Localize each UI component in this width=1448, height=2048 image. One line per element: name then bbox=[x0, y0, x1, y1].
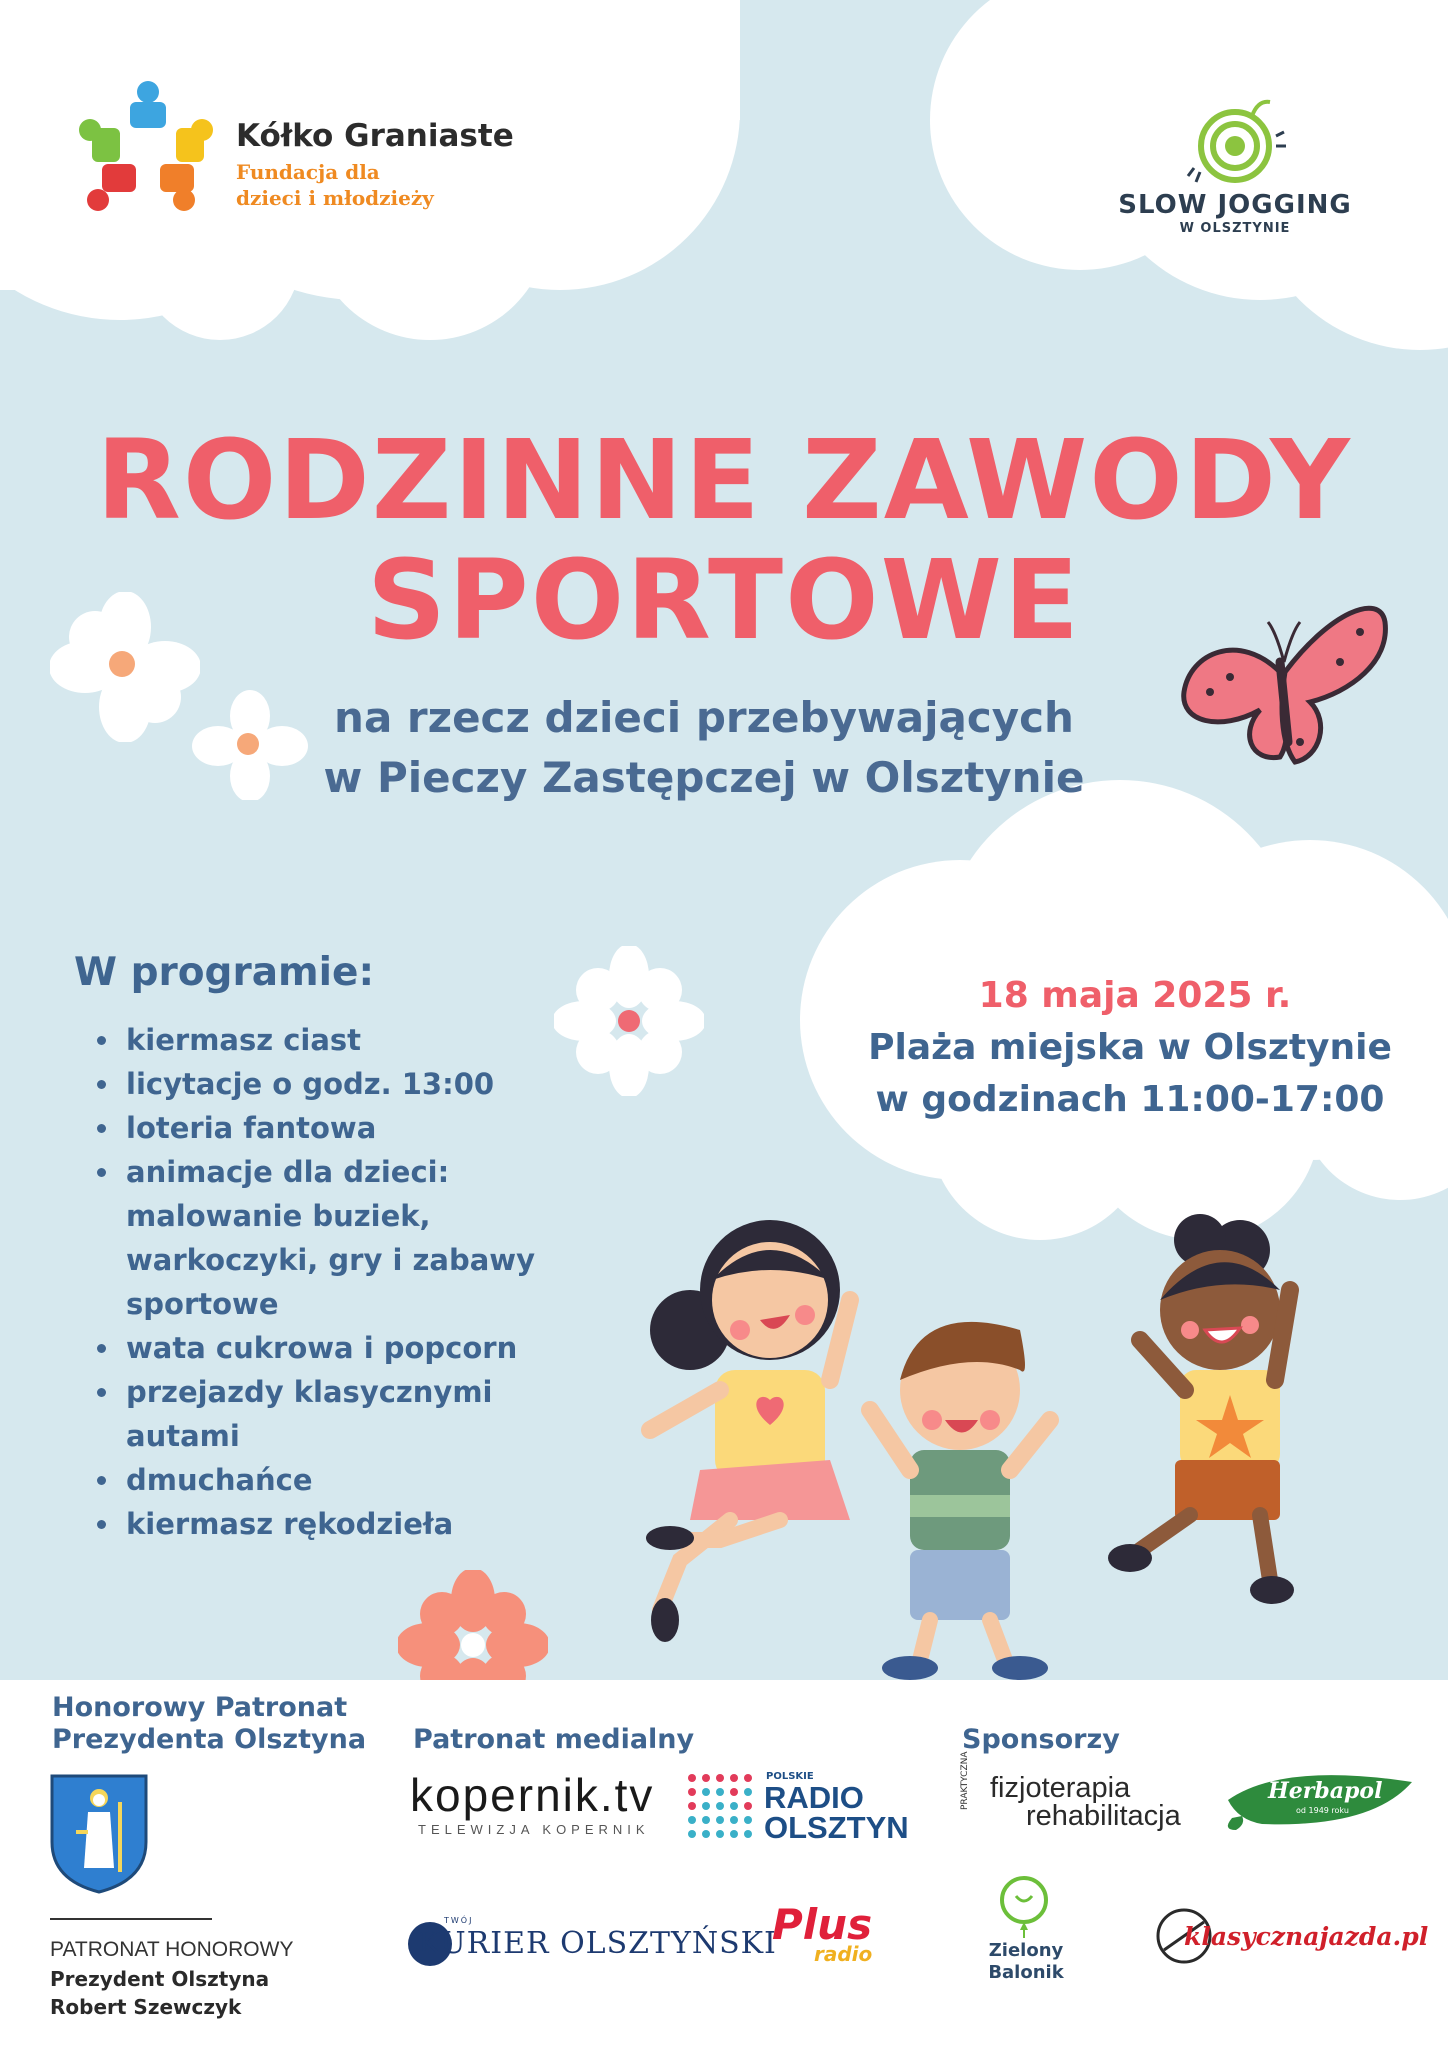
list-item: • licytacje o godz. 13:00 bbox=[122, 1062, 562, 1106]
patronat-title: Prezydent Olsztyna bbox=[50, 1967, 270, 1991]
list-item: • dmuchańce bbox=[122, 1458, 562, 1502]
divider bbox=[50, 1918, 212, 1920]
kolko-graniaste-logo-icon bbox=[78, 78, 218, 213]
radio-olsztyn-line-1: RADIO bbox=[764, 1780, 864, 1815]
slow-jogging-sub: W OLSZTYNIE bbox=[1179, 221, 1291, 236]
page-title-line-2: SPORTOWE bbox=[366, 536, 1082, 664]
list-item: • przejazdy klasycznymi autami bbox=[122, 1370, 562, 1458]
radio-olsztyn-dots-icon bbox=[684, 1770, 754, 1840]
program-list bbox=[82, 1018, 562, 1546]
klasycznajazda-logo: klasycznajazda.pl bbox=[1184, 1922, 1429, 1951]
kurier-olsztynski-logo: KURIER OLSZTYŃSKI bbox=[418, 1926, 777, 1961]
fizjo-line-1: fizjoterapia bbox=[990, 1772, 1131, 1804]
patronat-heading-1: Honorowy Patronat bbox=[52, 1692, 348, 1723]
list-item: • kiermasz ciast bbox=[122, 1018, 562, 1062]
list-item: • kiermasz rękodzieła bbox=[122, 1502, 562, 1546]
page-title-line-1: RODZINNE ZAWODY bbox=[96, 416, 1352, 544]
kolko-graniaste-tagline-1: Fundacja dla bbox=[236, 160, 380, 184]
patronat-label: PATRONAT HONOROWY bbox=[50, 1938, 294, 1961]
list-item: • wata cukrowa i popcorn bbox=[122, 1326, 562, 1370]
zielony-balonik-2: Balonik bbox=[988, 1962, 1064, 1983]
jumping-children-illustration-icon bbox=[620, 1180, 1340, 1680]
zielony-balonik-balloon-icon bbox=[996, 1876, 1052, 1938]
kolko-graniaste-name: Kółko Graniaste bbox=[236, 118, 514, 154]
plus-radio-logo: Plus bbox=[772, 1900, 873, 1949]
white-flower-icon bbox=[50, 592, 200, 742]
list-item: • animacje dla dzieci: malowanie buziek, warkoczyki, gry i zabawy sportowe bbox=[122, 1150, 562, 1326]
subtitle-line-1: na rzecz dzieci przebywających bbox=[334, 693, 1074, 742]
event-place: Plaża miejska w Olsztynie bbox=[868, 1027, 1392, 1068]
fizjo-line-2: rehabilitacja bbox=[1026, 1800, 1181, 1832]
kopernik-tv-sub: TELEWIZJA KOPERNIK bbox=[418, 1822, 650, 1837]
slow-jogging-spiral-icon bbox=[1180, 96, 1290, 186]
kurier-small: TWÓJ bbox=[444, 1916, 474, 1925]
zielony-balonik-1: Zielony bbox=[988, 1940, 1064, 1961]
herbapol-name: Herbapol bbox=[1268, 1778, 1383, 1804]
kolko-graniaste-tagline-2: dzieci i młodzieży bbox=[236, 186, 434, 210]
list-item: • loteria fantowa bbox=[122, 1106, 562, 1150]
white-flower-small-icon bbox=[190, 690, 310, 800]
butterfly-icon bbox=[1180, 592, 1390, 772]
media-heading: Patronat medialny bbox=[413, 1724, 695, 1755]
plus-radio-sub: radio bbox=[814, 1942, 873, 1966]
white-flower-pink-center-icon bbox=[554, 946, 704, 1096]
radio-olsztyn-line-2: OLSZTYN bbox=[764, 1810, 909, 1845]
herbapol-sub: od 1949 roku bbox=[1296, 1806, 1349, 1815]
olsztyn-coat-of-arms-icon bbox=[48, 1772, 150, 1894]
subtitle-line-2: w Pieczy Zastępczej w Olsztynie bbox=[323, 753, 1085, 802]
sponsors-heading: Sponsorzy bbox=[962, 1724, 1120, 1755]
event-date: 18 maja 2025 r. bbox=[978, 975, 1292, 1016]
slow-jogging-name: SLOW JOGGING bbox=[1118, 190, 1352, 220]
event-hours: w godzinach 11:00-17:00 bbox=[875, 1079, 1385, 1120]
program-heading: W programie: bbox=[74, 950, 375, 995]
patronat-name: Robert Szewczyk bbox=[50, 1995, 242, 2019]
kopernik-tv-logo: kopernik.tv bbox=[410, 1769, 655, 1821]
patronat-heading-2: Prezydenta Olsztyna bbox=[52, 1724, 367, 1755]
fizjo-side-text: PRAKTYCZNA bbox=[960, 1751, 970, 1810]
radio-olsztyn-small: POLSKIE bbox=[766, 1771, 814, 1782]
